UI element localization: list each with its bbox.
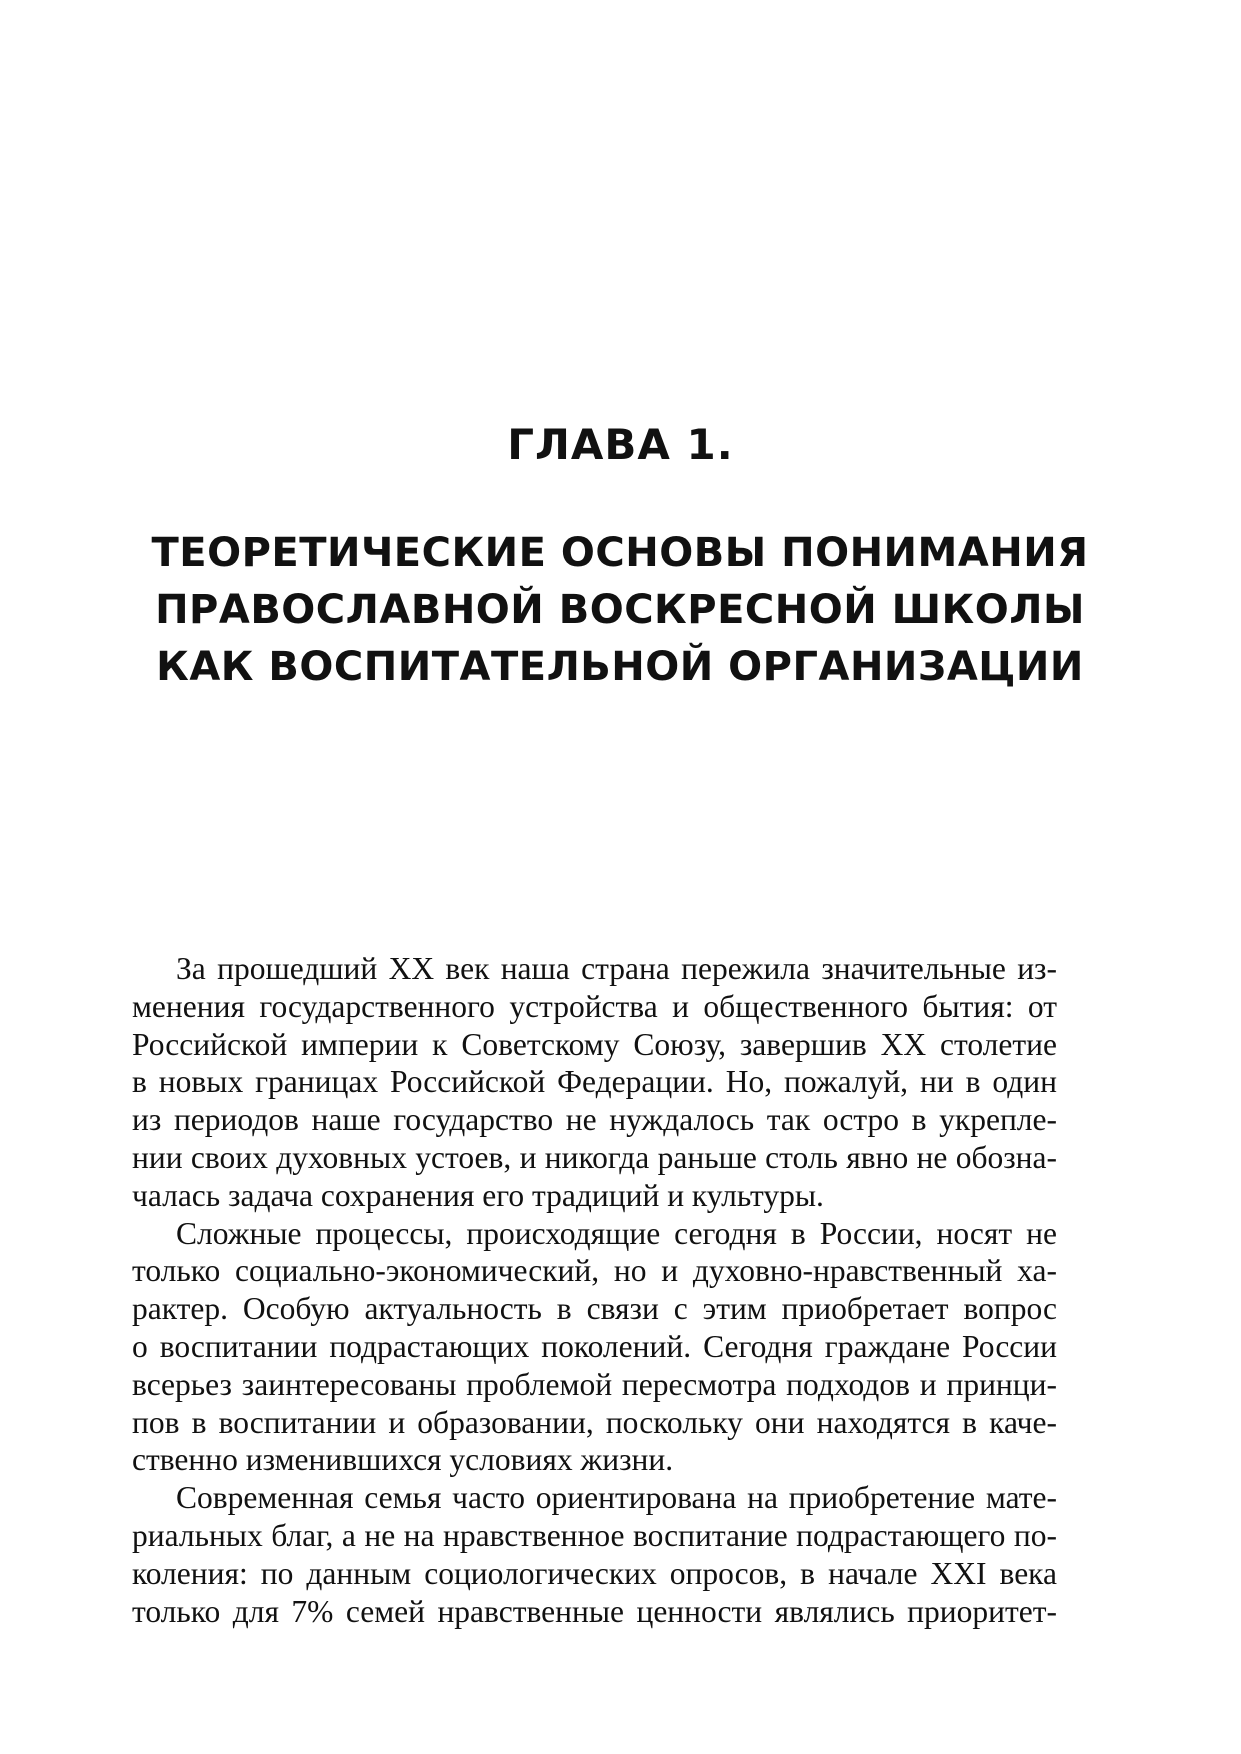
chapter-label: ГЛАВА 1. — [507, 420, 734, 469]
chapter-title-line: КАК ВОСПИТАТЕЛЬНОЙ ОРГАНИЗАЦИИ — [156, 644, 1084, 690]
text-line: только социально-экономический, но и духовно-нравственный ха- — [132, 1253, 1057, 1289]
chapter-title-line: ПРАВОСЛАВНОЙ ВОСКРЕСНОЙ ШКОЛЫ — [155, 587, 1085, 633]
text-line: пов в воспитании и образовании, поскольку они находятся в каче- — [132, 1404, 1057, 1440]
text-line: ственно изменившихся условиях жизни. — [132, 1442, 674, 1478]
text-line: Российской империи к Советскому Союзу, завершив XX столетие — [132, 1026, 1057, 1062]
text-line: всерьез заинтересованы проблемой пересмотра подходов и принци- — [132, 1366, 1057, 1402]
body-text — [132, 950, 1057, 1630]
text-line: риальных благ, а не на нравственное воспитание подрастающего по- — [132, 1517, 1057, 1553]
text-line: менения государственного устройства и общественного бытия: от — [132, 988, 1057, 1024]
text-line: За прошедший XX век наша страна пережила значительные из- — [176, 951, 1057, 986]
text-line: рактер. Особую актуальность в связи с этим приобретает вопрос — [132, 1291, 1057, 1327]
paragraph — [132, 1215, 1057, 1480]
text-line: в новых границах Российской Федерации. Но, пожалуй, ни в один — [132, 1064, 1057, 1100]
paragraph — [132, 950, 1057, 1215]
chapter-title — [120, 525, 1120, 696]
text-line: из периодов наше государство не нуждалось так остро в укрепле- — [132, 1102, 1057, 1138]
paragraph — [132, 1479, 1057, 1630]
text-line: Сложные процессы, происходящие сегодня в России, носят не — [176, 1215, 1057, 1251]
text-line: о воспитании подрастающих поколений. Сегодня граждане России — [132, 1328, 1057, 1364]
text-line: коления: по данным социологических опросов, в начале XXI века — [132, 1555, 1057, 1591]
chapter-title-line: ТЕОРЕТИЧЕСКИЕ ОСНОВЫ ПОНИМАНИЯ — [151, 530, 1089, 576]
text-line: только для 7% семей нравственные ценности являлись приоритет- — [132, 1593, 1057, 1629]
text-line: Современная семья часто ориентирована на приобретение мате- — [176, 1480, 1057, 1516]
text-line: чалась задача сохранения его традиций и культуры. — [132, 1177, 824, 1213]
text-line: нии своих духовных устоев, и никогда раньше столь явно не обозна- — [132, 1139, 1057, 1175]
